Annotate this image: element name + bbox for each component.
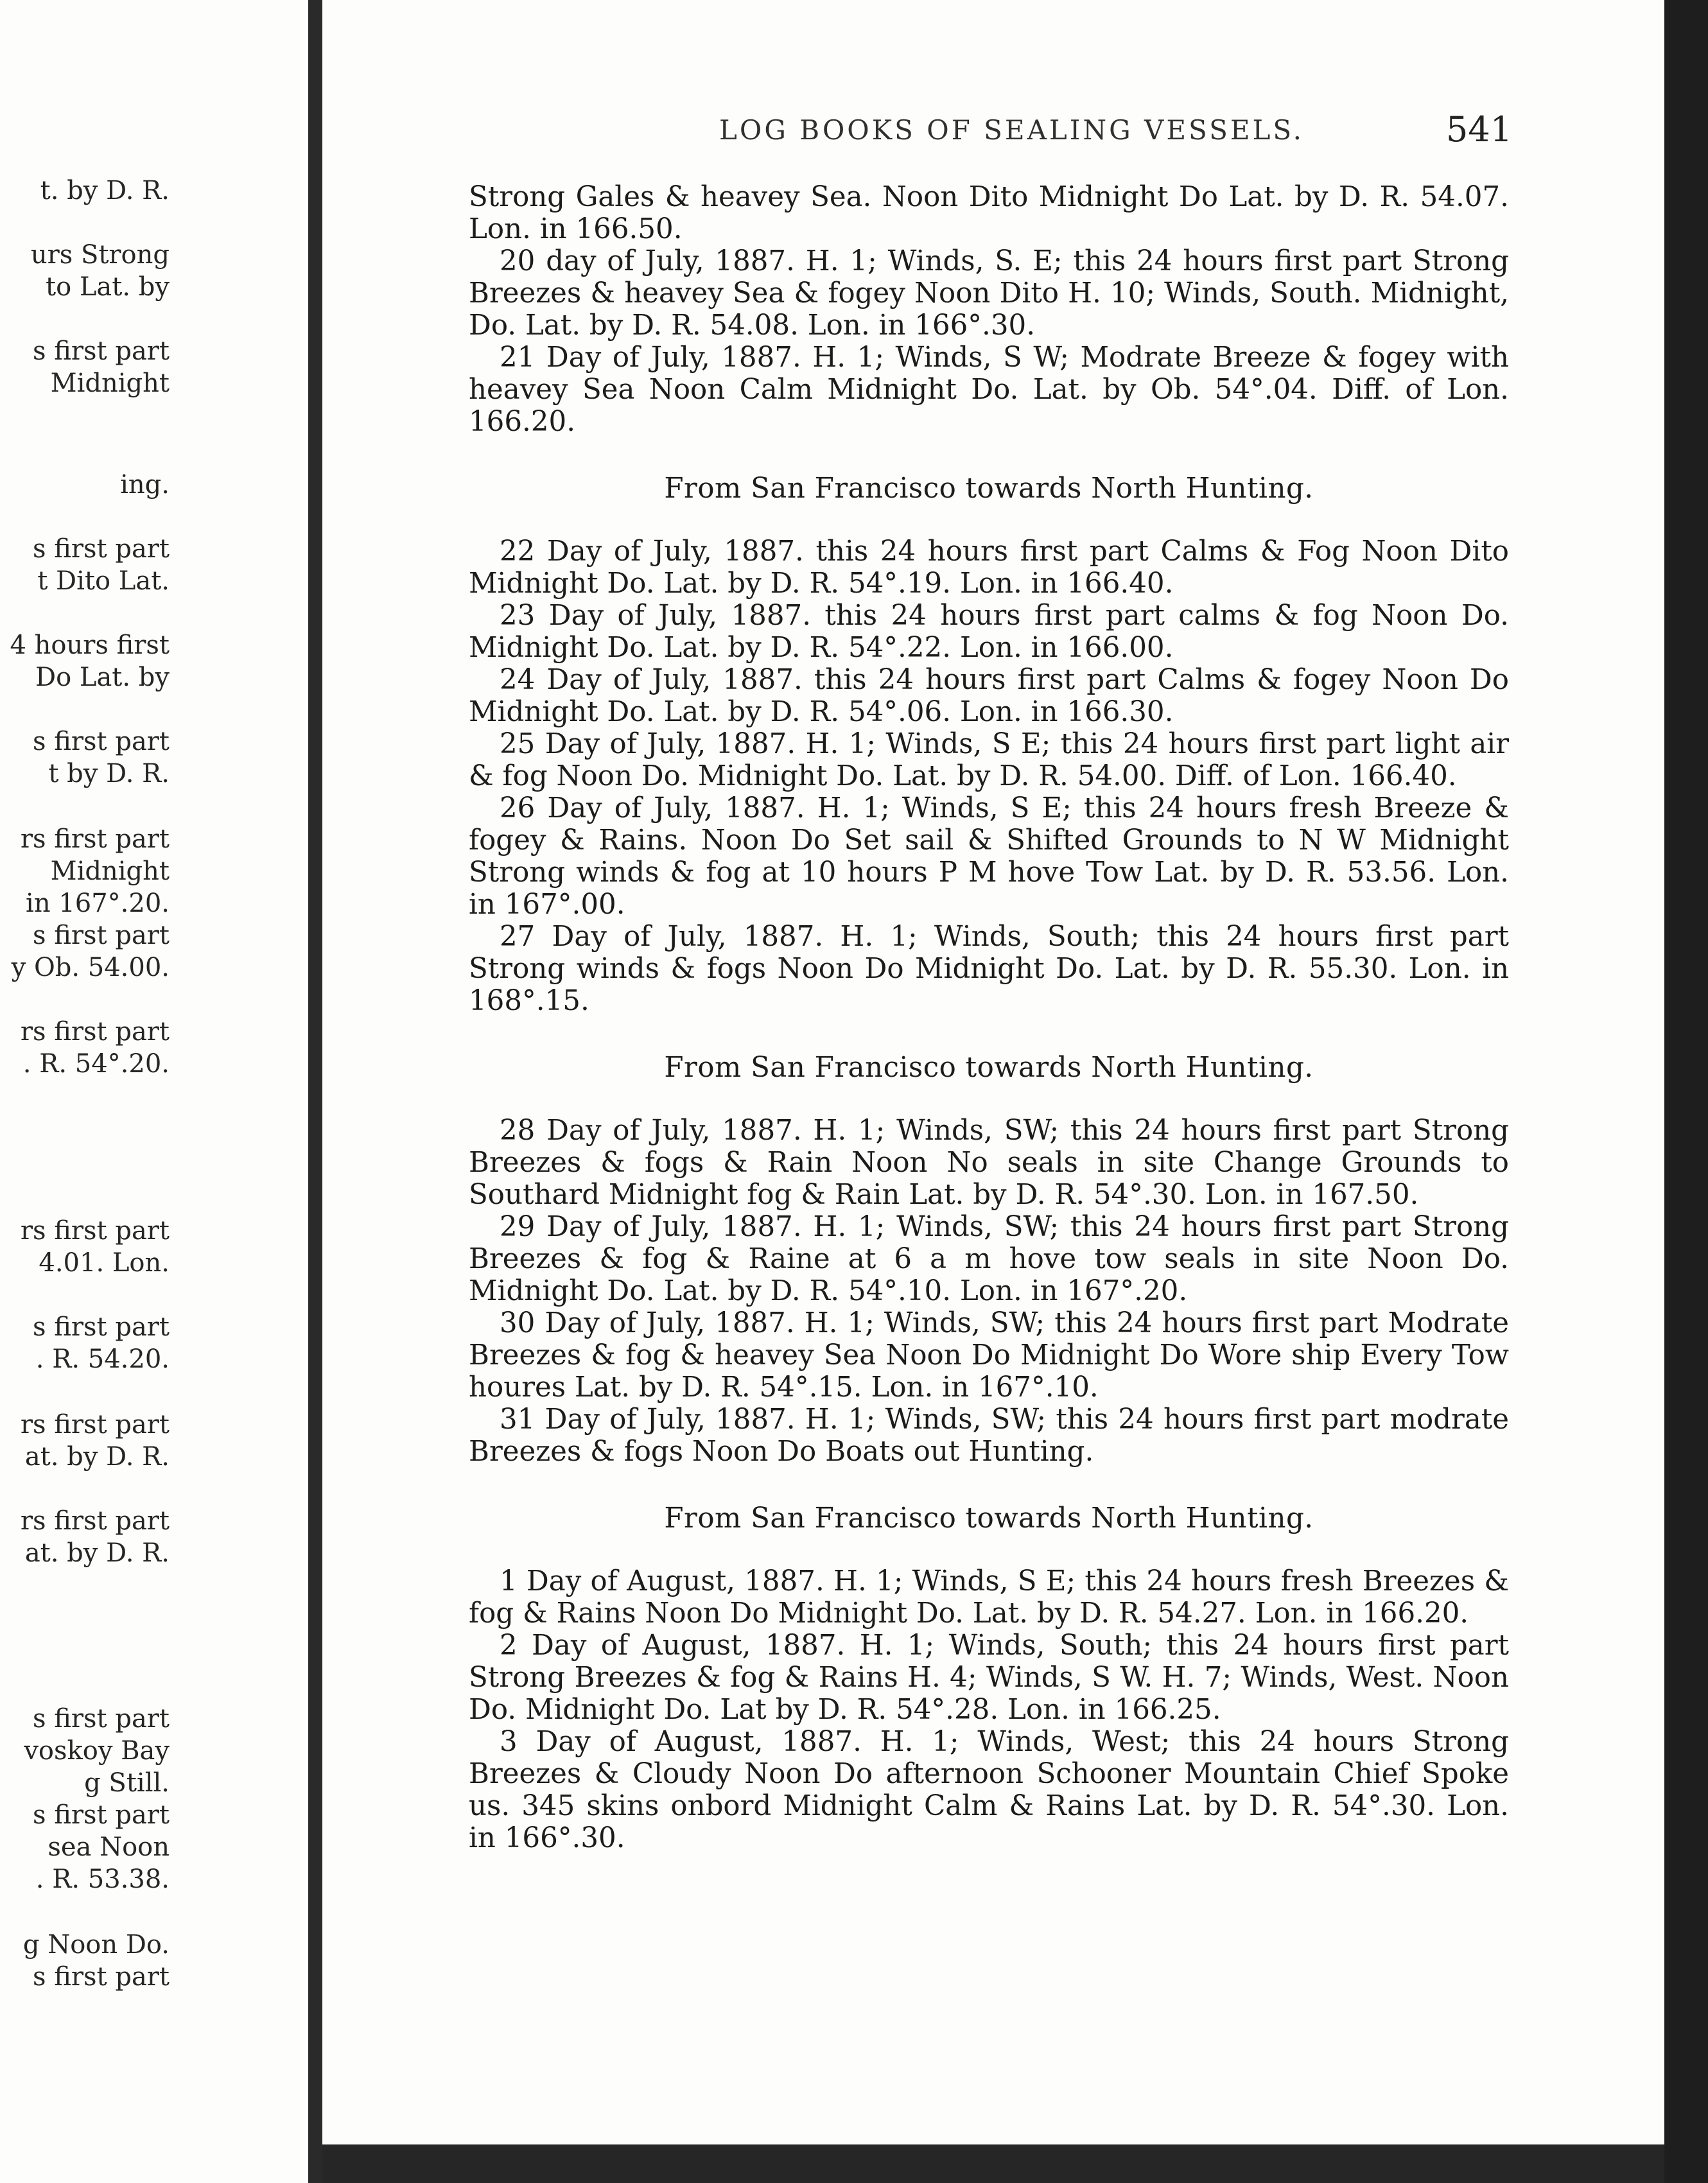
fragment-line: sea Noon [48, 1832, 170, 1862]
log-entry: 28 Day of July, 1887. H. 1; Winds, SW; this 24 hours first part Strong Breezes & fogs & Rain Noon No seals in site Change Grounds to Southard Midnight fog & Rain Lat. by D. R. 54°.30. Lon. in 167.50. [469, 1115, 1509, 1211]
fragment-line: rs first part [20, 1410, 170, 1439]
running-head: LOG BOOKS OF SEALING VESSELS. [719, 114, 1305, 146]
fragment-line: . R. 54°.20. [22, 1049, 170, 1079]
fragment-line: t Dito Lat. [37, 566, 170, 596]
fragment-line: s first part [32, 1704, 170, 1734]
log-entry: 29 Day of July, 1887. H. 1; Winds, SW; this 24 hours first part Strong Breezes & fog & Raine at 6 a m hove tow seals in site Noon Do. Midnight Do. Lat. by D. R. 54°.10. Lon. in 167°.20. [469, 1211, 1509, 1307]
fragment-line: t. by D. R. [40, 176, 170, 205]
log-entry: 30 Day of July, 1887. H. 1; Winds, SW; this 24 hours first part Modrate Breezes & fog & heavey Sea Noon Do Midnight Do Wore ship Every Tow houres Lat. by D. R. 54°.15. Lon. in 167°.10. [469, 1307, 1509, 1404]
fragment-line: s first part [32, 534, 170, 564]
fragment-line: voskoy Bay [24, 1736, 170, 1766]
section-heading: From San Francisco towards North Hunting. [664, 473, 1314, 505]
log-entry: 2 Day of August, 1887. H. 1; Winds, South; this 24 hours first part Strong Breezes & fog & Rains H. 4; Winds, S W. H. 7; Winds, West. Noon Do. Midnight Do. Lat by D. R. 54°.28. Lon. in 166.25. [469, 1630, 1509, 1726]
log-entry: 3 Day of August, 1887. H. 1; Winds, West; this 24 hours Strong Breezes & Cloudy Noon Do afternoon Schooner Mountain Chief Spoke us. 345 skins onbord Midnight Calm & Rains Lat. by D. R. 54°.30. Lon. in 166°.30. [469, 1726, 1509, 1854]
fragment-line: s first part [32, 1800, 170, 1830]
fragment-line: s first part [32, 727, 170, 756]
log-entry: 22 Day of July, 1887. this 24 hours first part Calms & Fog Noon Dito Midnight Do. Lat. by D. R. 54°.19. Lon. in 166.40. [469, 535, 1509, 600]
fragment-line: s first part [32, 921, 170, 950]
fragment-line: t by D. R. [48, 759, 170, 788]
log-entry: 27 Day of July, 1887. H. 1; Winds, South; this 24 hours first part Strong winds & fogs Noon Do Midnight Do. Lat. by D. R. 55.30. Lon. in 168°.15. [469, 921, 1509, 1017]
fragment-line: rs first part [20, 824, 170, 854]
log-entry: 20 day of July, 1887. H. 1; Winds, S. E; this 24 hours first part Strong Breezes & heavey Sea & fogey Noon Dito H. 10; Winds, South. Midnight, Do. Lat. by D. R. 54.08. Lon. in 166°.30. [469, 245, 1509, 342]
fragment-line: . R. 54.20. [35, 1344, 170, 1374]
fragment-line: s first part [32, 1312, 170, 1342]
fragment-line: urs Strong [30, 240, 170, 270]
log-entry: 25 Day of July, 1887. H. 1; Winds, S E; this 24 hours first part light air & fog Noon Do. Midnight Do. Lat. by D. R. 54.00. Diff. of Lon. 166.40. [469, 728, 1509, 792]
bottom-page-edge [322, 2144, 1664, 2183]
fragment-line: Midnight [50, 369, 170, 398]
binding-gutter [308, 0, 322, 2183]
log-entry: 31 Day of July, 1887. H. 1; Winds, SW; this 24 hours first part modrate Breezes & fogs Noon Do Boats out Hunting. [469, 1404, 1509, 1468]
log-entry: 26 Day of July, 1887. H. 1; Winds, S E; this 24 hours fresh Breeze & fogey & Rains. Noon Do Set sail & Shifted Grounds to N W Midnight Strong winds & fog at 10 hours P M hove Tow Lat. by D. R. 53.56. Lon. in 167°.00. [469, 792, 1509, 921]
section-heading: From San Francisco towards North Hunting. [664, 1502, 1314, 1535]
fragment-line: Midnight [50, 857, 170, 886]
page-body [469, 181, 1509, 1854]
fragment-line: rs first part [20, 1216, 170, 1246]
log-entry: 23 Day of July, 1887. this 24 hours first part calms & fog Noon Do. Midnight Do. Lat. by D. R. 54°.22. Lon. in 166.00. [469, 600, 1509, 664]
fragment-line: in 167°.20. [26, 889, 170, 918]
facing-page-fragment [0, 0, 308, 2183]
right-page-edge [1664, 0, 1708, 2183]
fragment-line: s first part [32, 1962, 170, 1992]
log-entry: 21 Day of July, 1887. H. 1; Winds, S W; Modrate Breeze & fogey with heavey Sea Noon Calm Midnight Do. Lat. by Ob. 54°.04. Diff. of Lon. 166.20. [469, 342, 1509, 438]
fragment-line: s first part [32, 336, 170, 366]
fragment-line: g Noon Do. [22, 1930, 170, 1960]
log-entry-continued: Strong Gales & heavey Sea. Noon Dito Midnight Do Lat. by D. R. 54.07. Lon. in 166.50. [469, 181, 1509, 245]
fragment-line: rs first part [20, 1017, 170, 1047]
fragment-line: ing. [120, 470, 170, 500]
fragment-line: at. by D. R. [24, 1442, 170, 1472]
fragment-line: 4 hours first [10, 631, 170, 660]
section-heading: From San Francisco towards North Hunting. [664, 1052, 1314, 1084]
fragment-line: y Ob. 54.00. [11, 953, 170, 982]
page-number: 541 [1446, 109, 1513, 150]
fragment-line: g Still. [84, 1768, 170, 1798]
log-entry: 24 Day of July, 1887. this 24 hours first part Calms & fogey Noon Do Midnight Do. Lat. by D. R. 54°.06. Lon. in 166.30. [469, 664, 1509, 728]
fragment-line: 4.01. Lon. [39, 1248, 170, 1278]
fragment-line: at. by D. R. [24, 1538, 170, 1568]
log-entry: 1 Day of August, 1887. H. 1; Winds, S E; this 24 hours fresh Breezes & fog & Rains Noon Do Midnight Do. Lat. by D. R. 54.27. Lon. in 166.20. [469, 1565, 1509, 1630]
fragment-line: . R. 53.38. [35, 1865, 170, 1894]
fragment-line: rs first part [20, 1506, 170, 1536]
fragment-line: to Lat. by [46, 272, 170, 302]
fragment-line: Do Lat. by [35, 663, 170, 692]
